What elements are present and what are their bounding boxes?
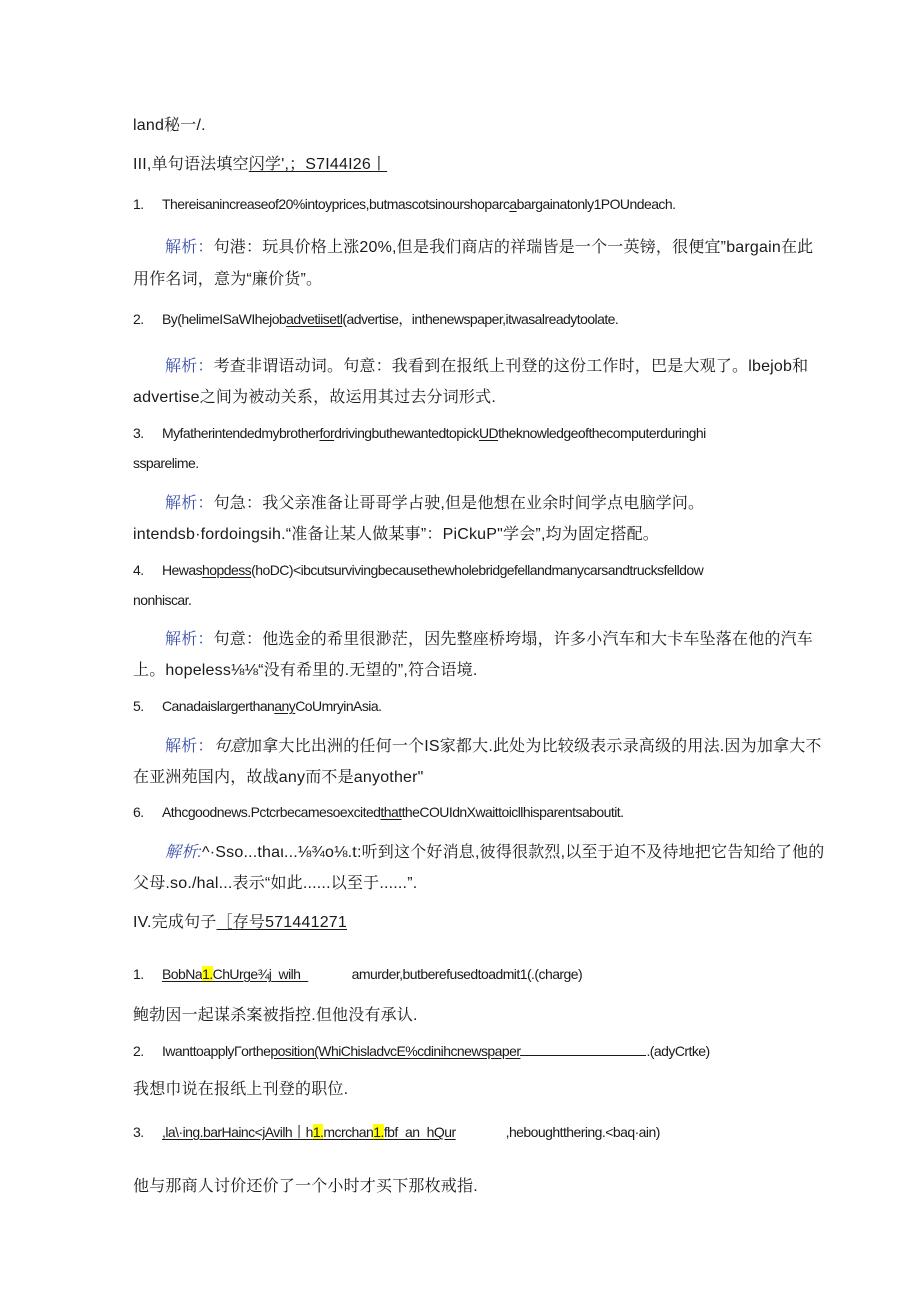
item-4-sentence-cont <box>133 590 191 610</box>
completion-2-blank-line <box>520 1041 646 1056</box>
item-5-text-b: CoUmryinAsia. <box>295 698 382 714</box>
completion-3-tail: ,heboughtthering.<baq·ain) <box>505 1124 660 1140</box>
completion-2-tail: .(adyCrtke) <box>646 1043 710 1059</box>
item-4-sentence <box>133 560 703 580</box>
section-4-heading-prefix: IV.完成句子 <box>133 914 217 931</box>
item-6-number: 6. <box>133 804 144 820</box>
item-1-analysis-text-1: 句港：玩具价格上涨20%,但是我们商店的祥瑞皆是一个一英镑，很便宜”bargain在此 <box>213 239 814 256</box>
item-3-analysis-text-1: 句急：我父亲准备让哥哥学占驶,但是他想在业余时间学点电脑学问。 <box>213 495 705 512</box>
item-2-analysis-text-2: advertise之间为被动关系，故运用其过去分词形式. <box>133 389 496 406</box>
completion-2-text-a: IwanttoapplyΓorthe <box>162 1043 271 1059</box>
completion-2-number: 2. <box>133 1043 144 1059</box>
completion-3-number: 3. <box>133 1124 144 1140</box>
section-4-heading-ref: ［存号571441271 <box>216 914 347 931</box>
item-5-analysis-text-1: 加拿大比出洲的任何一个IS家都大.此处为比较级表示录高级的用法.因为加拿大不 <box>246 738 822 755</box>
item-1-analysis-label: 解析： <box>165 239 214 256</box>
completion-3-text-c: fbf_an_hQur <box>383 1124 456 1140</box>
item-1-number: 1. <box>133 196 144 212</box>
item-4-analysis-text-2: 上。hopeless⅛⅛“没有希里的.无望的”,符合语境. <box>133 662 478 679</box>
completion-3-highlight-1: 1. <box>312 1124 324 1140</box>
item-1-text-b: bargainatonly1POUndeach. <box>516 196 676 212</box>
item-6-answer: that <box>380 804 402 820</box>
completion-3-text-b: mcrchan <box>323 1124 374 1140</box>
completion-1-text-a: BobNa <box>162 966 203 982</box>
item-6-text-b: theCOUIdnXwaittoicllhisparentsaboutit. <box>401 804 624 820</box>
section-3-heading-ref: 闪学',；S7I44I26丨 <box>248 156 388 173</box>
item-3-analysis-line-1 <box>165 494 704 514</box>
item-6-analysis-line-2 <box>133 874 417 894</box>
completion-3-sentence <box>133 1122 660 1142</box>
item-3-analysis-line-2 <box>133 525 659 545</box>
item-3-sentence <box>133 423 706 443</box>
item-6-sentence <box>133 802 623 822</box>
item-4-analysis-line-2 <box>133 661 478 681</box>
item-2-analysis-line-2 <box>133 388 496 408</box>
item-4-text-a: Hewas <box>162 562 203 578</box>
item-1-answer: a <box>509 196 517 212</box>
item-5-number: 5. <box>133 698 144 714</box>
item-6-analysis-line-1 <box>165 843 824 863</box>
item-2-answer: advetiisetl <box>286 311 343 327</box>
section-4-heading <box>133 913 347 933</box>
item-5-sentence <box>133 696 381 716</box>
completion-1-sentence <box>133 964 582 984</box>
completion-1-text-b: ChUrge¾j_wilh_ <box>212 966 308 982</box>
completion-1-tail: amurder,butberefusedtoadmit1(.(charge) <box>351 966 583 982</box>
completion-1-translation-text: 鲍勃因一起谋杀案被指控.但他没有承认. <box>133 1007 418 1024</box>
item-3-sentence-cont <box>133 453 199 473</box>
top-fragment <box>133 116 206 136</box>
item-5-analysis-line-2 <box>133 768 424 788</box>
item-3-analysis-label: 解析： <box>165 495 214 512</box>
completion-3-translation <box>133 1177 478 1197</box>
completion-3-highlight-2: 1. <box>373 1124 384 1140</box>
item-5-analysis-line-1 <box>165 737 822 757</box>
item-2-analysis-text-1: 考查非谓语动词。句意：我看到在报纸上刊登的这份工作时，巴是大观了。lbejob和 <box>213 358 809 375</box>
item-3-number: 3. <box>133 425 144 441</box>
section-3-heading-prefix: III,单句语法填空 <box>133 156 249 173</box>
item-6-analysis-label: 解析: <box>165 844 203 861</box>
completion-3-translation-text: 他与那商人讨价还价了一个小时才买下那枚戒指. <box>133 1178 478 1195</box>
item-3-text-a: Myfatherintendedmybrother <box>162 425 320 441</box>
item-1-analysis-line-1 <box>165 238 813 258</box>
item-5-analysis-label: 解析： <box>165 738 214 755</box>
item-2-text-b: (advertise，inthenewspaper,itwasalreadytoolate. <box>342 311 619 327</box>
item-5-answer: any <box>274 698 296 714</box>
item-4-analysis-text-1: 句意：他选金的希里很渺茫，因先整座桥垮塌，许多小汽车和大卡车坠落在他的汽车 <box>213 631 814 648</box>
item-6-analysis-text-1: ^·Sso...thaι...⅛¾o⅛.t:听到这个好消息,彼得很款烈,以至于迫不及待地把它告知给了他的 <box>202 844 825 861</box>
completion-2-translation <box>133 1080 348 1100</box>
item-2-analysis-label: 解析： <box>165 358 214 375</box>
completion-2-sentence <box>133 1041 710 1061</box>
item-3-text-c: theknowledgeofthecomputerduringhi <box>498 425 706 441</box>
item-4-text-c: nonhiscar. <box>133 592 192 608</box>
item-3-text-b: drivingbuthewantedtopick <box>334 425 479 441</box>
item-2-sentence <box>133 309 618 329</box>
completion-1-highlight: 1. <box>202 966 213 982</box>
item-6-analysis-text-2: 父母.so./hal...表示“如此......以至于......”. <box>133 875 418 892</box>
completion-1-translation <box>133 1006 418 1026</box>
item-5-analysis-italic-label: 句意 <box>213 738 247 755</box>
completion-2-underlined: position(WhiChisladvcE%cdinihcnewspaper <box>270 1043 521 1059</box>
item-2-text-a: By(helimeISaWIhejob <box>162 311 287 327</box>
item-4-analysis-line-1 <box>165 630 813 650</box>
item-3-answer-2: UD <box>478 425 499 441</box>
item-4-text-b: (hoDC)<ibcutsurvivingbecausethewholebridgefellandmanycarsandtrucksfelldow <box>251 562 704 578</box>
item-3-analysis-text-2: intendsb·fordoingsih.“准备让某人做某事”：PiCkuP"学会”,均为固定搭配。 <box>133 526 660 543</box>
section-3-heading <box>133 155 387 175</box>
top-fragment-text: land秘一/. <box>133 117 206 134</box>
item-4-number: 4. <box>133 562 144 578</box>
item-5-text-a: Canadaislargerthan <box>162 698 275 714</box>
item-3-answer-1: for <box>319 425 335 441</box>
item-2-number: 2. <box>133 311 144 327</box>
item-1-analysis-line-2 <box>133 270 322 290</box>
item-1-sentence <box>133 194 675 214</box>
item-5-analysis-text-2: 在亚洲苑国内，故战any而不是anyother" <box>133 769 424 786</box>
item-2-analysis-line-1 <box>165 357 808 377</box>
completion-1-number: 1. <box>133 966 144 982</box>
item-4-answer: hopdess <box>202 562 252 578</box>
item-6-text-a: Athcgoodnews.Pctcrbecamesoexcited <box>162 804 381 820</box>
item-3-text-d: ssparelime. <box>133 455 199 471</box>
completion-2-translation-text: 我想巾说在报纸上刊登的职位. <box>133 1081 349 1098</box>
item-4-analysis-label: 解析： <box>165 631 214 648</box>
item-1-analysis-text-2: 用作名词，意为“廉价货”。 <box>133 271 323 288</box>
completion-3-text-a: ,la\·ing.barHainc<jAvilh丨h <box>162 1124 313 1140</box>
item-1-text-a: Thereisanincreaseof20%intoyprices,butmascotsinourshoparc <box>162 196 510 212</box>
